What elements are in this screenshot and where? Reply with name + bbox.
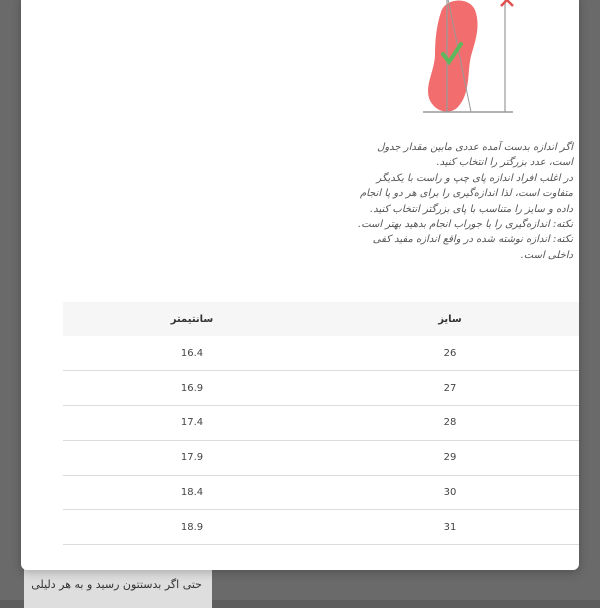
table-row [63, 336, 579, 371]
size-cell: 29 [321, 440, 579, 475]
size-cell: 30 [321, 475, 579, 510]
note-3: نکته: اندازه‌گیری را با جوراب انجام بدهید بهتر است. [358, 219, 573, 231]
size-cell: 27 [321, 371, 579, 406]
table-row [63, 475, 579, 510]
table-header-row [63, 302, 579, 336]
size-guide-notes [351, 140, 573, 263]
note-2: در اغلب افراد اندازه پای چپ و راست با یکدیگر متفاوت است، لذا اندازه‌گیری را برای هر دو پا انجام داده و سایز را متناسب با پای بزرگتر انتخاب کنید. [359, 172, 573, 215]
cm-cell: 16.9 [63, 371, 321, 406]
size-cell: 31 [321, 510, 579, 545]
note-4: نکته: اندازه نوشته شده در واقع اندازه مفید کفی داخلی است. [372, 234, 573, 261]
table-row [63, 510, 579, 545]
cross-icon [501, 0, 513, 6]
table-row [63, 440, 579, 475]
size-chart-table [63, 302, 579, 545]
header-size: سایز [321, 302, 579, 336]
header-centimeter: سانتیمتر [63, 302, 321, 336]
cm-cell: 18.9 [63, 510, 321, 545]
cm-cell: 16.4 [63, 336, 321, 371]
cm-cell: 17.4 [63, 406, 321, 441]
background-card-text: حتی اگر بدستتون رسید و به هر دلیلی [31, 578, 202, 591]
cm-cell: 18.4 [63, 475, 321, 510]
foot-measurement-illustration [401, 0, 521, 114]
cm-cell: 17.9 [63, 440, 321, 475]
table-row [63, 371, 579, 406]
table-row [63, 406, 579, 441]
note-1: اگر اندازه بدست آمده عددی مابین مقدار جدول است، عدد بزرگتر را انتخاب کنید. [377, 142, 573, 169]
size-cell: 28 [321, 406, 579, 441]
size-guide-modal [21, 0, 579, 570]
size-cell: 26 [321, 336, 579, 371]
